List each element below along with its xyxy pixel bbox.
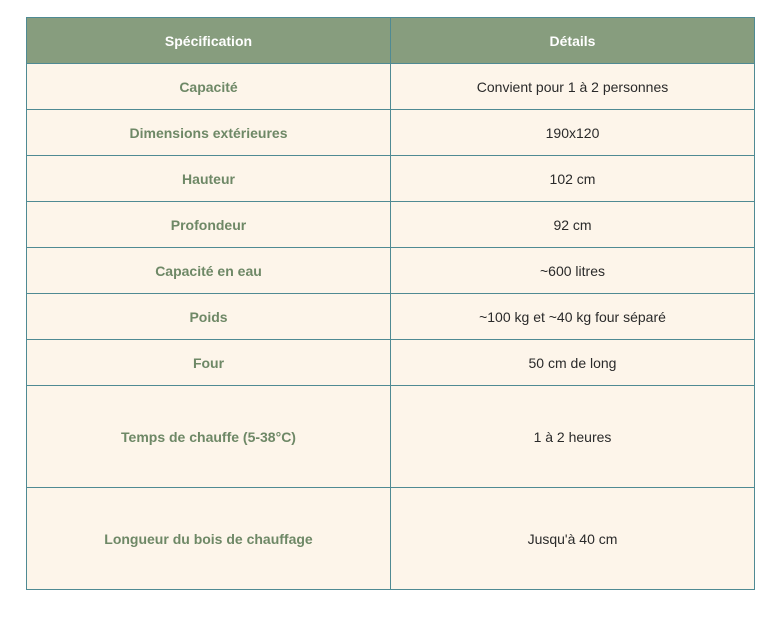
table-row xyxy=(27,248,755,294)
spec-label: Longueur du bois de chauffage xyxy=(27,488,391,590)
spec-value: 102 cm xyxy=(391,156,755,202)
spec-label: Poids xyxy=(27,294,391,340)
table-row xyxy=(27,294,755,340)
spec-label: Capacité xyxy=(27,64,391,110)
spec-label: Capacité en eau xyxy=(27,248,391,294)
header-row xyxy=(27,18,755,64)
table-row xyxy=(27,386,755,488)
spec-value: ~600 litres xyxy=(391,248,755,294)
table-row xyxy=(27,110,755,156)
spec-label: Four xyxy=(27,340,391,386)
spec-value: 1 à 2 heures xyxy=(391,386,755,488)
spec-value: Convient pour 1 à 2 personnes xyxy=(391,64,755,110)
spec-label: Dimensions extérieures xyxy=(27,110,391,156)
spec-value: 190x120 xyxy=(391,110,755,156)
header-specification: Spécification xyxy=(27,18,391,64)
spec-label: Temps de chauffe (5-38°C) xyxy=(27,386,391,488)
spec-value: 92 cm xyxy=(391,202,755,248)
header-details: Détails xyxy=(391,18,755,64)
spec-value: ~100 kg et ~40 kg four séparé xyxy=(391,294,755,340)
spec-table xyxy=(26,17,755,590)
spec-value: Jusqu'à 40 cm xyxy=(391,488,755,590)
spec-value: 50 cm de long xyxy=(391,340,755,386)
table-row xyxy=(27,340,755,386)
table-row xyxy=(27,202,755,248)
table-row xyxy=(27,488,755,590)
table-body xyxy=(27,64,755,590)
table-row xyxy=(27,156,755,202)
table-row xyxy=(27,64,755,110)
spec-label: Profondeur xyxy=(27,202,391,248)
table-header xyxy=(27,18,755,64)
spec-label: Hauteur xyxy=(27,156,391,202)
